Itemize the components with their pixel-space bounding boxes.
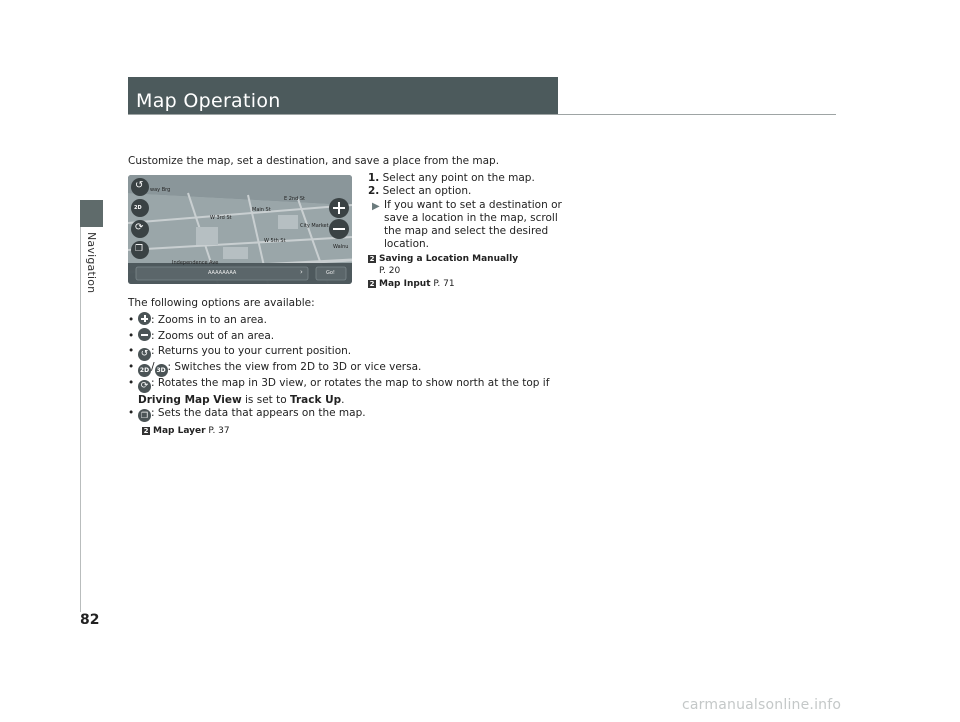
zoom-out-icon bbox=[138, 328, 151, 341]
xref-arrow-icon: 2 bbox=[143, 427, 149, 435]
step-2: 2. Select an option. bbox=[368, 185, 472, 197]
xref-arrow-icon: 2 bbox=[369, 280, 375, 288]
steps bbox=[368, 172, 568, 290]
map-label-independence: Independence Ave bbox=[172, 260, 219, 266]
option-rotate: •⟳ : Rotates the map in 3D view, or rotates the map to show north at the top if Driving Map View is set to Track Up. bbox=[128, 376, 549, 408]
xref-map-layer[interactable]: 2 Map Layer P. 37 bbox=[143, 426, 230, 436]
zoom-in-icon bbox=[138, 312, 151, 325]
intro-text: Customize the map, set a destination, and save a place from the map. bbox=[128, 155, 500, 167]
page-title: Map Operation bbox=[128, 77, 558, 115]
map-label-main: Main St bbox=[252, 207, 271, 213]
map-label-bridge: way Brg bbox=[150, 187, 171, 193]
option-zoom-in: • : Zooms in to an area. bbox=[128, 314, 267, 326]
section-tab bbox=[80, 200, 103, 227]
map-label-city-market: City Market bbox=[300, 223, 329, 229]
step-1: 1. Select any point on the map. bbox=[368, 172, 535, 184]
rotate-map-icon bbox=[138, 380, 151, 393]
map-chevron-right-icon: › bbox=[300, 268, 303, 276]
view-2d-icon: 2D bbox=[138, 364, 151, 377]
option-zoom-out: • : Zooms out of an area. bbox=[128, 330, 275, 342]
xref-map-input[interactable]: 2 Map Input P. 71 bbox=[369, 279, 455, 289]
xref-saving-location[interactable]: 2 Saving a Location Manually P. 20 bbox=[369, 254, 519, 276]
page-number: 82 bbox=[80, 612, 100, 628]
map-rotate-icon: ⟳ bbox=[135, 222, 144, 233]
title-rule bbox=[128, 114, 836, 115]
map-go-button: Go! bbox=[326, 270, 335, 276]
map-label-w3rd: W 3rd St bbox=[210, 215, 232, 221]
option-view-switch: • 2D / 3D : Switches the view from 2D to 3D or vice versa. bbox=[128, 360, 421, 377]
view-3d-icon: 3D bbox=[155, 364, 168, 377]
map-label-walnut: Walnu bbox=[333, 244, 349, 250]
xref-arrow-icon: 2 bbox=[369, 255, 375, 263]
substep-arrow-icon: ▶ bbox=[372, 201, 380, 212]
map-view-2d-button: 2D bbox=[134, 205, 142, 211]
section-label: Navigation bbox=[85, 232, 98, 294]
options-heading: The following options are available: bbox=[128, 297, 315, 309]
map-return-icon: ↺ bbox=[135, 180, 144, 191]
substep: ▶ If you want to set a destination or save a location in the map, scroll the map and select the desired location. bbox=[372, 199, 562, 250]
footer-watermark: carmanualsonline.info bbox=[682, 697, 842, 713]
map-layer-icon: ❐ bbox=[135, 244, 144, 254]
map-search-bar: AAAAAAAA bbox=[208, 270, 237, 276]
option-map-layer: •❐ : Sets the data that appears on the map. bbox=[128, 406, 366, 422]
map-screenshot bbox=[128, 175, 352, 284]
side-rule bbox=[80, 200, 81, 612]
map-label-w5th: W 5th St bbox=[264, 238, 286, 244]
map-label-e2nd: E 2nd St bbox=[284, 196, 305, 202]
option-return: •↺ : Returns you to your current position. bbox=[128, 344, 351, 361]
map-layer-icon bbox=[138, 409, 151, 422]
